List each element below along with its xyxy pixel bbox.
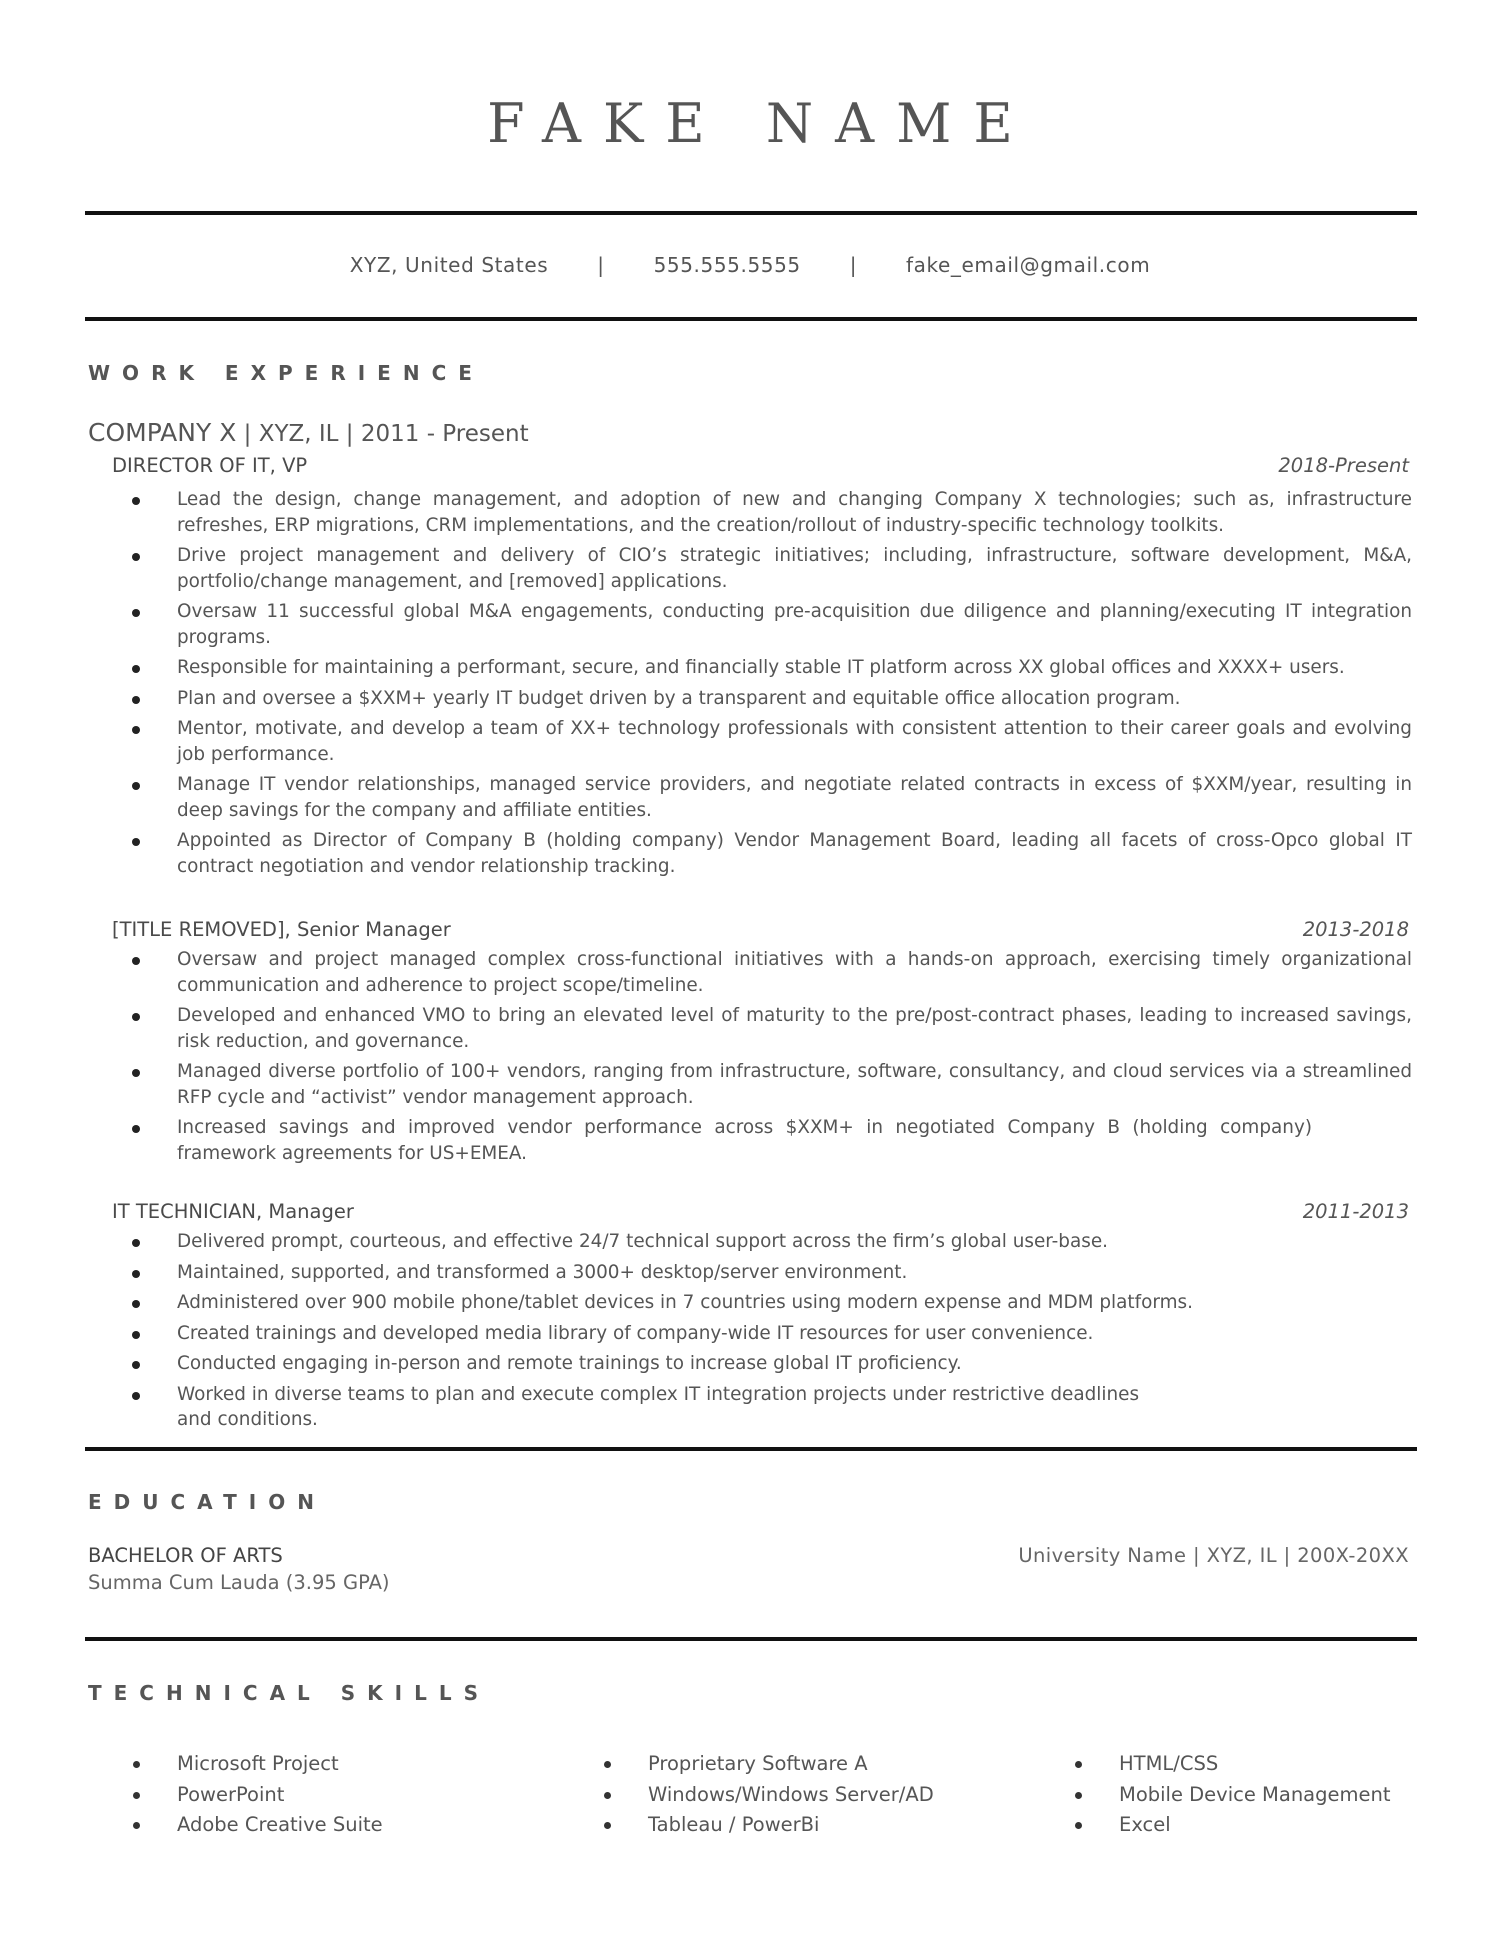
role-dates: 2018-Present — [1278, 454, 1409, 477]
bullet-icon — [132, 1069, 140, 1077]
skill-item: Adobe Creative Suite — [112, 1810, 383, 1841]
bullet-icon — [1075, 1822, 1082, 1829]
bullet-icon — [132, 1361, 140, 1369]
bullet-icon — [132, 957, 140, 965]
bullet-icon — [604, 1792, 611, 1799]
bullet-icon — [132, 1239, 140, 1247]
bullet-item: Mentor, motivate, and develop a team of XX+ technology professionals with consistent attention to their career goals and evolving job performance. — [112, 716, 1412, 767]
separator: | — [597, 253, 605, 277]
bullet-item: Appointed as Director of Company B (holding company) Vendor Management Board, leading all facets of cross-Opco global IT contract negotiation and vendor relationship tracking. — [112, 828, 1412, 879]
degree: BACHELOR OF ARTS — [88, 1544, 283, 1567]
bullet-icon — [132, 726, 140, 734]
bullet-icon — [604, 1761, 611, 1768]
bullet-item: Developed and enhanced VMO to bring an elevated level of maturity to the pre/post-contract phases, leading to increased savings, risk reduction, and governance. — [112, 1003, 1412, 1054]
role-dates: 2013-2018 — [1302, 918, 1409, 941]
bullet-item: Oversaw and project managed complex cross-functional initiatives with a hands-on approach, exercising timely organizational communication and adherence to project scope/timeline. — [112, 947, 1412, 998]
bullet-icon — [132, 497, 140, 505]
candidate-name: FAKE NAME — [487, 92, 1035, 155]
company-heading — [88, 418, 529, 447]
skill-item: PowerPoint — [112, 1780, 383, 1811]
bullet-item: Created trainings and developed media library of company-wide IT resources for user convenience. — [112, 1321, 1412, 1347]
bullet-icon — [132, 609, 140, 617]
bullet-icon — [1075, 1761, 1082, 1768]
bullet-icon — [132, 1331, 140, 1339]
role-bullets — [112, 1229, 1412, 1438]
bullet-item: Administered over 900 mobile phone/tablet devices in 7 countries using modern expense and MDM platforms. — [112, 1290, 1412, 1316]
bullet-icon — [132, 1392, 140, 1400]
divider — [85, 1637, 1417, 1641]
bullet-icon — [132, 1300, 140, 1308]
skill-item: Microsoft Project — [112, 1749, 383, 1780]
skills-column — [1054, 1749, 1391, 1841]
role-bullets — [112, 947, 1412, 1171]
bullet-icon — [133, 1792, 140, 1799]
bullet-icon — [132, 1013, 140, 1021]
skill-item: Windows/Windows Server/AD — [583, 1780, 934, 1811]
bullet-item: Maintained, supported, and transformed a 3000+ desktop/server environment. — [112, 1260, 1412, 1286]
skill-item: Mobile Device Management — [1054, 1780, 1391, 1811]
bullet-item: Conducted engaging in-person and remote trainings to increase global IT proficiency. — [112, 1351, 1412, 1377]
bullet-icon — [132, 665, 140, 673]
skills-column — [583, 1749, 934, 1841]
bullet-item: Delivered prompt, courteous, and effective 24/7 technical support across the firm’s global user-base. — [112, 1229, 1412, 1255]
bullet-icon — [1075, 1792, 1082, 1799]
bullet-icon — [132, 1125, 140, 1133]
skill-item: Excel — [1054, 1810, 1391, 1841]
email: fake_email@gmail.com — [906, 253, 1151, 277]
bullet-icon — [132, 838, 140, 846]
role-title: DIRECTOR OF IT, VP — [112, 454, 308, 477]
skill-item: Tableau / PowerBi — [583, 1810, 934, 1841]
bullet-item: Responsible for maintaining a performant, secure, and financially stable IT platform across XX global offices and XXXX+ users. — [112, 655, 1412, 681]
section-title-education: EDUCATION — [88, 1490, 326, 1514]
skills-column — [112, 1749, 383, 1841]
divider — [85, 211, 1417, 215]
bullet-item: Oversaw 11 successful global M&A engagements, conducting pre-acquisition due diligence and planning/executing IT integration programs. — [112, 599, 1412, 650]
bullet-item: Increased savings and improved vendor performance across $XXM+ in negotiated Company B (holding company) framework agreements for US+EMEA. — [112, 1115, 1412, 1166]
role-title: [TITLE REMOVED], Senior Manager — [112, 918, 451, 941]
role-dates: 2011-2013 — [1302, 1200, 1409, 1223]
bullet-icon — [132, 782, 140, 790]
company-name: COMPANY X — [88, 418, 237, 447]
bullet-item: Drive project management and delivery of CIO’s strategic initiatives; including, infrastructure, software development, M&A, portfolio/change management, and [removed] applications. — [112, 543, 1412, 594]
role-title: IT TECHNICIAN, Manager — [112, 1200, 354, 1223]
contact-line — [0, 253, 1500, 277]
phone: 555.555.5555 — [653, 253, 801, 277]
divider — [85, 1447, 1417, 1451]
section-title-work: WORK EXPERIENCE — [88, 361, 484, 385]
bullet-icon — [132, 553, 140, 561]
school: University Name | XYZ, IL | 200X-20XX — [1018, 1544, 1409, 1567]
bullet-icon — [132, 1270, 140, 1278]
bullet-item: Managed diverse portfolio of 100+ vendors, ranging from infrastructure, software, consultancy, and cloud services via a streamlined RFP cycle and “activist” vendor management approach. — [112, 1059, 1412, 1110]
bullet-item: Plan and oversee a $XXM+ yearly IT budget driven by a transparent and equitable office allocation program. — [112, 686, 1412, 712]
bullet-item: Worked in diverse teams to plan and execute complex IT integration projects under restrictive deadlines and conditions. — [112, 1382, 1412, 1433]
bullet-icon — [133, 1822, 140, 1829]
divider — [85, 317, 1417, 321]
company-details: | XYZ, IL | 2011 - Present — [236, 421, 529, 447]
bullet-item: Lead the design, change management, and adoption of new and changing Company X technologies; such as, infrastructure refreshes, ERP migrations, CRM implementations, and the creation/rollout of industry-specific technology toolkits. — [112, 487, 1412, 538]
bullet-icon — [604, 1822, 611, 1829]
location: XYZ, United States — [349, 253, 549, 277]
role-bullets — [112, 487, 1412, 884]
bullet-icon — [132, 696, 140, 704]
bullet-item: Manage IT vendor relationships, managed service providers, and negotiate related contracts in excess of $XXM/year, resulting in deep savings for the company and affiliate entities. — [112, 772, 1412, 823]
skill-item: HTML/CSS — [1054, 1749, 1391, 1780]
bullet-icon — [133, 1761, 140, 1768]
section-title-skills: TECHNICAL SKILLS — [88, 1681, 490, 1705]
skill-item: Proprietary Software A — [583, 1749, 934, 1780]
separator: | — [849, 253, 858, 277]
honors: Summa Cum Lauda (3.95 GPA) — [88, 1571, 390, 1594]
